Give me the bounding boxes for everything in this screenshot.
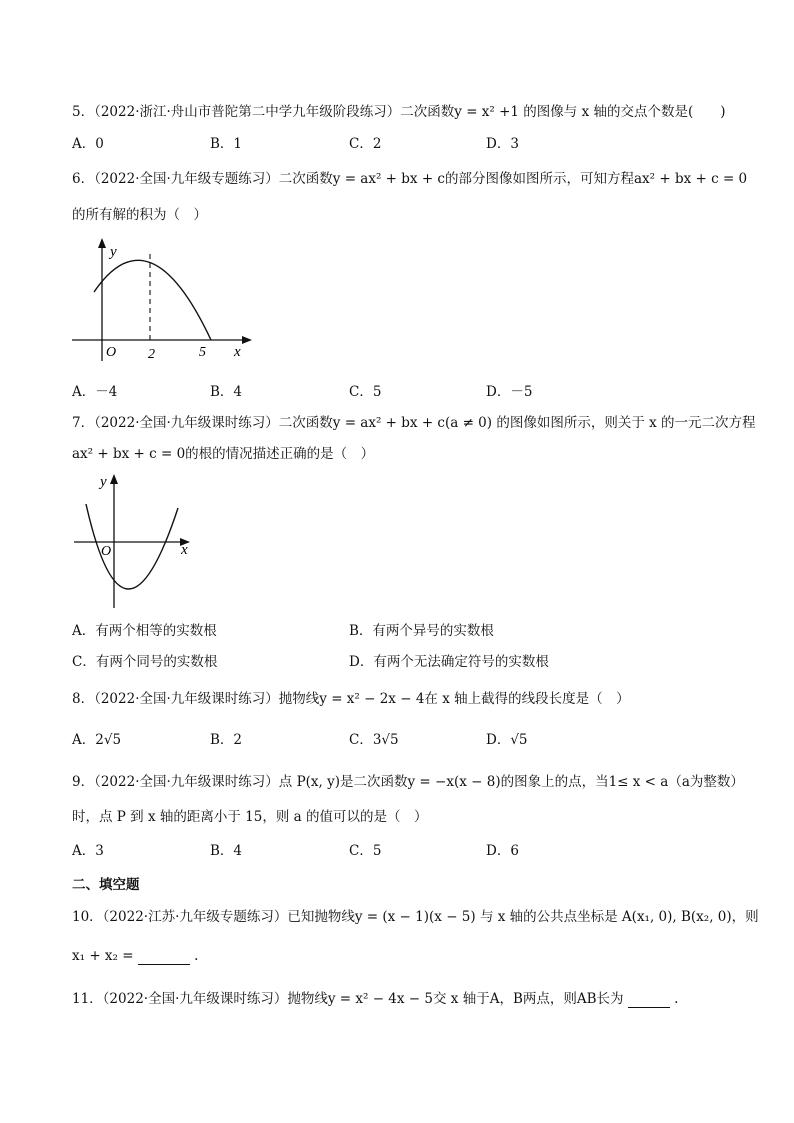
q6-parabola-curve	[94, 260, 211, 340]
q7-origin-label: O	[101, 544, 112, 559]
q9-option-d: D．6	[486, 843, 519, 859]
section-title-fill-in: 二、填空题	[72, 877, 140, 893]
q10-stem-line2	[72, 947, 198, 965]
q11-text: 11．（2022·全国·九年级课时练习）抛物线y = x² − 4x − 5交 x 轴于A，B两点，则AB长为	[72, 991, 624, 1007]
q9-option-b: B．4	[210, 843, 243, 859]
q7-y-axis-arrow	[110, 474, 118, 484]
q6-option-c: C．5	[349, 384, 382, 400]
q8-option-d: D．√5	[486, 732, 528, 748]
q6-option-a: A．－4	[72, 384, 118, 400]
q11-period: .	[674, 991, 679, 1007]
q7-stem-line1: 7．（2022·全国·九年级课时练习）二次函数y = ax² + bx + c(a ≠ 0) 的图像如图所示，则关于 x 的一元二次方程	[72, 415, 756, 431]
q5-option-d: D．3	[486, 136, 519, 152]
q6-y-label: y	[110, 244, 117, 260]
q6-tick-5: 5	[199, 345, 206, 360]
q8-stem: 8．（2022·全国·九年级课时练习）抛物线y = x² − 2x − 4在 x 轴上截得的线段长度是（ ）	[72, 691, 630, 707]
q6-tick-2: 2	[148, 347, 155, 362]
q10-answer-blank[interactable]	[138, 950, 190, 965]
q7-option-d: D．有两个无法确定符号的实数根	[349, 654, 549, 670]
q7-parabola-curve	[86, 504, 178, 589]
q10-period: .	[194, 948, 199, 964]
q9-option-a: A．3	[72, 843, 104, 859]
q6-stem-line2: 的所有解的积为（ ）	[72, 207, 207, 223]
q6-stem-line1: 6．（2022·全国·九年级专题练习）二次函数y = ax² + bx + c的部分图像如图所示，可知方程ax² + bx + c = 0	[72, 171, 748, 187]
q7-option-b: B．有两个异号的实数根	[349, 623, 494, 639]
q7-y-label: y	[100, 474, 107, 490]
q6-parabola-graph	[70, 236, 255, 366]
q5-stem: 5．（2022·浙江·舟山市普陀第二中学九年级阶段练习）二次函数y = x² +1 的图像与 x 轴的交点个数是( )	[72, 104, 726, 120]
q7-stem-line2: ax² + bx + c = 0的根的情况描述正确的是（ ）	[72, 446, 375, 462]
q11-stem	[72, 990, 678, 1008]
q9-option-c: C．5	[349, 843, 382, 859]
q9-stem-line2: 时，点 P 到 x 轴的距离小于 15，则 a 的值可以的是（ ）	[72, 809, 428, 825]
q5-option-c: C．2	[349, 136, 382, 152]
q11-answer-blank[interactable]	[628, 993, 670, 1008]
q6-y-axis-arrow	[98, 238, 106, 248]
q7-option-c: C．有两个同号的实数根	[72, 654, 218, 670]
q6-x-axis-arrow	[242, 336, 252, 344]
q6-option-b: B．4	[210, 384, 243, 400]
q10-expression: x₁ + x₂ =	[72, 948, 134, 964]
q8-option-c: C．3√5	[349, 732, 399, 748]
q6-option-d: D．－5	[486, 384, 533, 400]
q6-x-label: x	[234, 344, 241, 360]
q9-stem-line1: 9．（2022·全国·九年级课时练习）点 P(x, y)是二次函数y = −x(x − 8)的图象上的点，当1≤ x < a（a为整数）	[72, 774, 744, 790]
q5-option-a: A．0	[72, 136, 104, 152]
q7-option-a: A．有两个相等的实数根	[72, 623, 217, 639]
q8-option-a: A．2√5	[72, 732, 122, 748]
q7-x-label: x	[181, 542, 188, 558]
q7-parabola-graph	[70, 470, 200, 610]
q6-origin-label: O	[106, 345, 117, 360]
q10-stem-line1: 10．（2022·江苏·九年级专题练习）已知抛物线y = (x − 1)(x − 5) 与 x 轴的公共点坐标是 A(x₁, 0), B(x₂, 0)，则	[72, 909, 759, 925]
q8-option-b: B．2	[210, 732, 243, 748]
q5-option-b: B．1	[210, 136, 243, 152]
